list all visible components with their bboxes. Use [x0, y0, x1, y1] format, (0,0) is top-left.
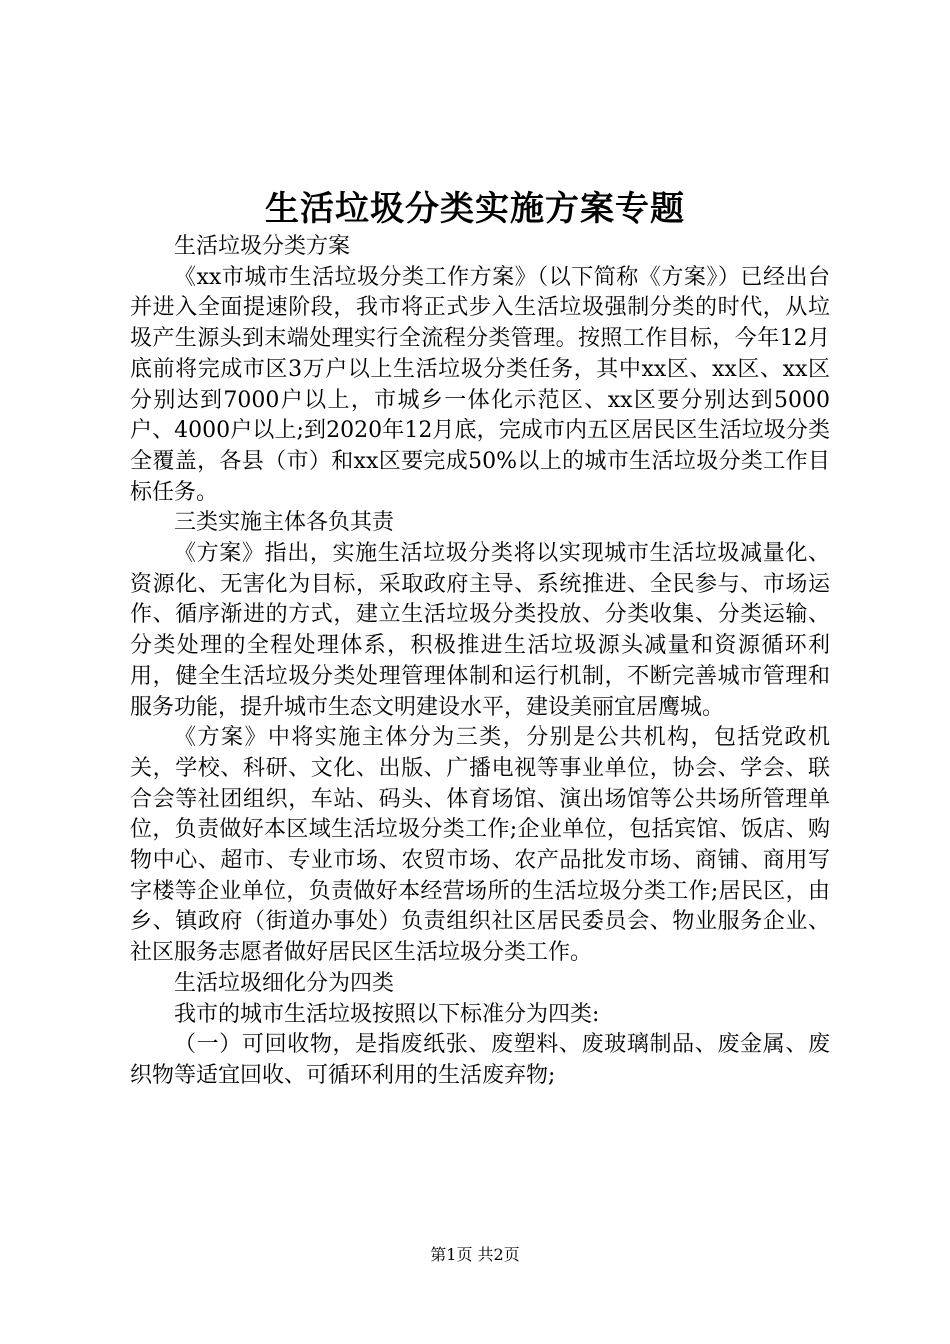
document-title: 生活垃圾分类实施方案专题	[265, 189, 685, 229]
paragraph: 《xx市城市生活垃圾分类工作方案》（以下简称《方案》）已经出台并进入全面提速阶段，我市将正式步入生活垃圾强制分类的时代，从垃圾产生源头到末端处理实行全流程分类管理。按照工作目标，今年12月底前将完成市区3万户以上生活垃圾分类任务，其中xx区、xx区、xx区分别达到7000户以上，市城乡一体化示范区、xx区要分别达到5000户、4000户以上;到2020年12月底，完成市内五区居民区生活垃圾分类全覆盖，各县（市）和xx区要完成50%以上的城市生活垃圾分类工作目标任务。	[130, 264, 830, 505]
section-heading: 三类实施主体各负其责	[174, 510, 395, 536]
document-body	[130, 232, 830, 1092]
page-number-footer: 第1页 共2页	[430, 1245, 520, 1264]
section-heading: 生活垃圾细化分为四类	[174, 970, 395, 996]
paragraph: 《方案》指出，实施生活垃圾分类将以实现城市生活垃圾减量化、资源化、无害化为目标，采取政府主导、系统推进、全民参与、市场运作、循序渐进的方式，建立生活垃圾分类投放、分类收集、分类运输、分类处理的全程处理体系，积极推进生活垃圾源头减量和资源循环利用，健全生活垃圾分类处理管理体制和运行机制，不断完善城市管理和服务功能，提升城市生态文明建设水平，建设美丽宜居鹰城。	[130, 541, 830, 720]
paragraph: 《方案》中将实施主体分为三类，分别是公共机构，包括党政机关，学校、科研、文化、出版、广播电视等事业单位，协会、学会、联合会等社团组织，车站、码头、体育场馆、演出场馆等公共场所管理单位，负责做好本区域生活垃圾分类工作;企业单位，包括宾馆、饭店、购物中心、超市、专业市场、农贸市场、农产品批发市场、商铺、商用写字楼等企业单位，负责做好本经营场所的生活垃圾分类工作;居民区，由乡、镇政府（街道办事处）负责组织社区居民委员会、物业服务企业、社区服务志愿者做好居民区生活垃圾分类工作。	[130, 725, 830, 966]
paragraph: 我市的城市生活垃圾按照以下标准分为四类:	[174, 1001, 600, 1027]
paragraph: （一）可回收物，是指废纸张、废塑料、废玻璃制品、废金属、废织物等适宜回收、可循环利用的生活废弃物;	[130, 1032, 830, 1088]
section-heading: 生活垃圾分类方案	[174, 234, 351, 259]
